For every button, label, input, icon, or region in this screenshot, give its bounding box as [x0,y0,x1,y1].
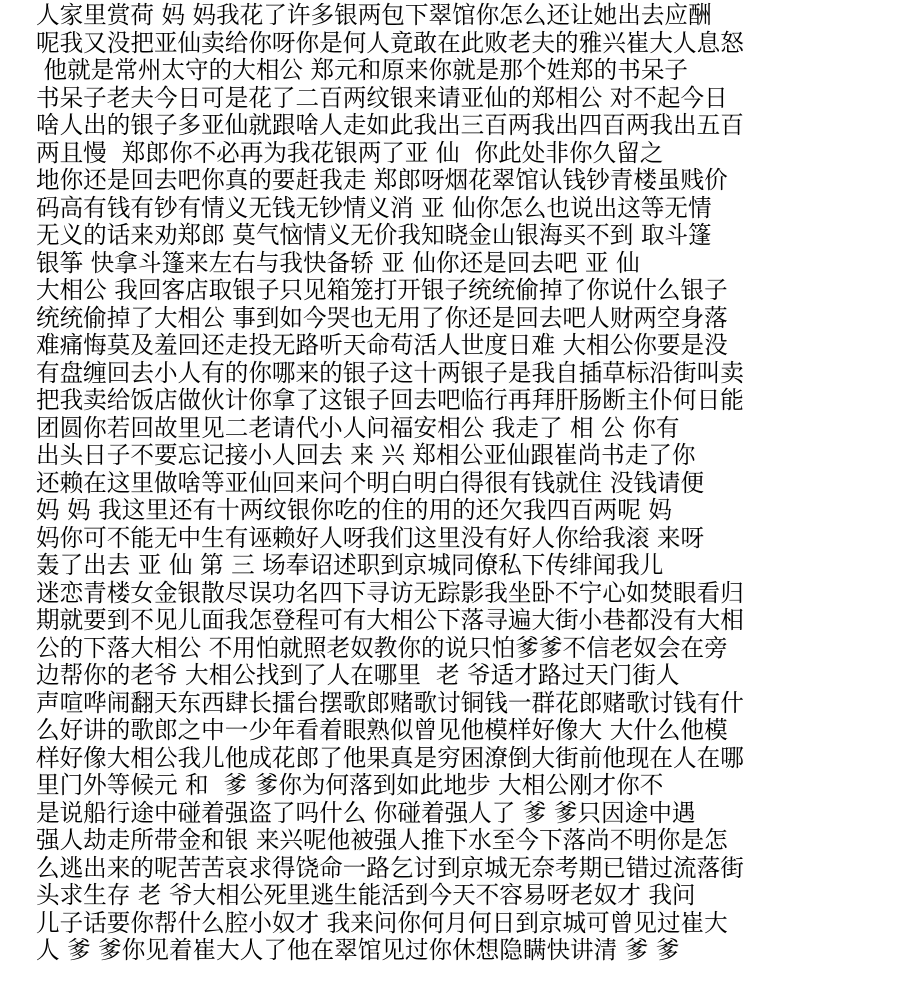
text-line: 无义的话来劝郑郎 莫气恼情义无价我知晓金山银海买不到 取斗篷 [36,221,712,249]
text-line: 妈你可不能无中生有诬赖好人呀我们这里没有好人你给我滚 来呀 [36,523,705,552]
text-line: 期就要到不见儿面我怎登程可有大相公下落寻遍大街小巷都没有大相 [36,606,744,634]
text-line: 么逃出来的呢苦苦哀求得饶命一路乞讨到京城无奈考期已错过流落街 [36,853,744,882]
text-line: 呢我又没把亚仙卖给你呀你是何人竟敢在此败老夫的雅兴崔大人息怒 [36,28,744,57]
text-line: 么好讲的歌郎之中一少年看着眼熟似曾见他模样好像大 大什么他模 [36,716,728,744]
text-line: 是说船行途中碰着强盗了吗什么 你碰着强人了 爹 爹只因途中遇 [36,798,696,827]
text-line: 强人劫走所带金和银 来兴呢他被强人推下水至今下落尚不明你是怎 [36,826,728,854]
text-line: 难痛悔莫及羞回还走投无路听天命苟活人世度日难 大相公你要是没 [36,331,728,359]
text-line: 人家里赏荷 妈 妈我花了许多银两包下翠馆你怎么还让她出去应酬 [36,1,712,29]
text-line: 妈 妈 我这里还有十两纹银你吃的住的用的还欠我四百两呢 妈 [36,496,672,524]
text-line: 头求生存 老 爷大相公死里逃生能活到今天不容易呀老奴才 我问 [36,881,696,909]
text-line: 边帮你的老爷 大相公找到了人在哪里 老 爷适才路过天门街人 [36,661,680,689]
text-line: 出头日子不要忘记接小人回去 来 兴 郑相公亚仙跟崔尚书走了你 [36,441,696,469]
text-line: 人 爹 爹你见着崔大人了他在翠馆见过你休想隐瞒快讲清 爹 爹 [36,936,680,964]
script-text-body [36,2,896,965]
text-line: 银筝 快拿斗篷来左右与我快备轿 亚 仙你还是回去吧 亚 仙 [36,248,640,277]
text-line: 把我卖给饭店做伙计你拿了这银子回去吧临行再拜肝肠断主仆何日能 [36,386,744,414]
text-line: 两且慢 郑郎你不必再为我花银两了亚 仙 你此处非你久留之 [36,138,664,167]
text-line: 样好像大相公我儿他成花郎了他果真是穷困潦倒大街前他现在人在哪 [36,743,744,772]
text-line: 团圆你若回故里见二老请代小人问福安相公 我走了 相 公 你有 [36,413,680,442]
text-line: 大相公 我回客店取银子只见箱笼打开银子统统偷掉了你说什么银子 [36,276,728,304]
text-line: 统统偷掉了大相公 事到如今哭也无用了你还是回去吧人财两空身落 [36,303,728,332]
text-line: 书呆子老夫今日可是花了二百两纹银来请亚仙的郑相公 对不起今日 [36,83,728,112]
text-line: 啥人出的银子多亚仙就跟啥人走如此我出三百两我出四百两我出五百 [36,111,744,139]
text-line: 公的下落大相公 不用怕就照老奴教你的说只怕爹爹不信老奴会在旁 [36,633,728,662]
text-line: 码高有钱有钞有情义无钱无钞情义消 亚 仙你怎么也说出这等无情 [36,193,712,222]
text-line: 还赖在这里做啥等亚仙回来问个明白明白得很有钱就住 没钱请便 [36,468,705,497]
text-line: 地你还是回去吧你真的要赶我走 郑郎呀烟花翠馆认钱钞青楼虽贱价 [36,166,728,194]
text-line: 有盘缠回去小人有的你哪来的银子这十两银子是我自插草标沿街叫卖 [36,358,744,387]
text-line: 迷恋青楼女金银散尽误功名四下寻访无踪影我坐卧不宁心如焚眼看归 [36,578,744,607]
text-line: 声喧哗闹翻天东西肆长擂台摆歌郎赌歌讨铜钱一群花郎赌歌讨钱有什 [36,688,744,717]
text-line: 儿子话要你帮什么腔小奴才 我来问你何月何日到京城可曾见过崔大 [36,908,728,937]
text-line: 他就是常州太守的大相公 郑元和原来你就是那个姓郑的书呆子 [36,56,689,84]
text-line: 里门外等候元 和 爹 爹你为何落到如此地步 大相公刚才你不 [36,771,664,799]
text-line: 轰了出去 亚 仙 第 三 场奉诏述职到京城同僚私下传绯闻我儿 [36,551,664,579]
